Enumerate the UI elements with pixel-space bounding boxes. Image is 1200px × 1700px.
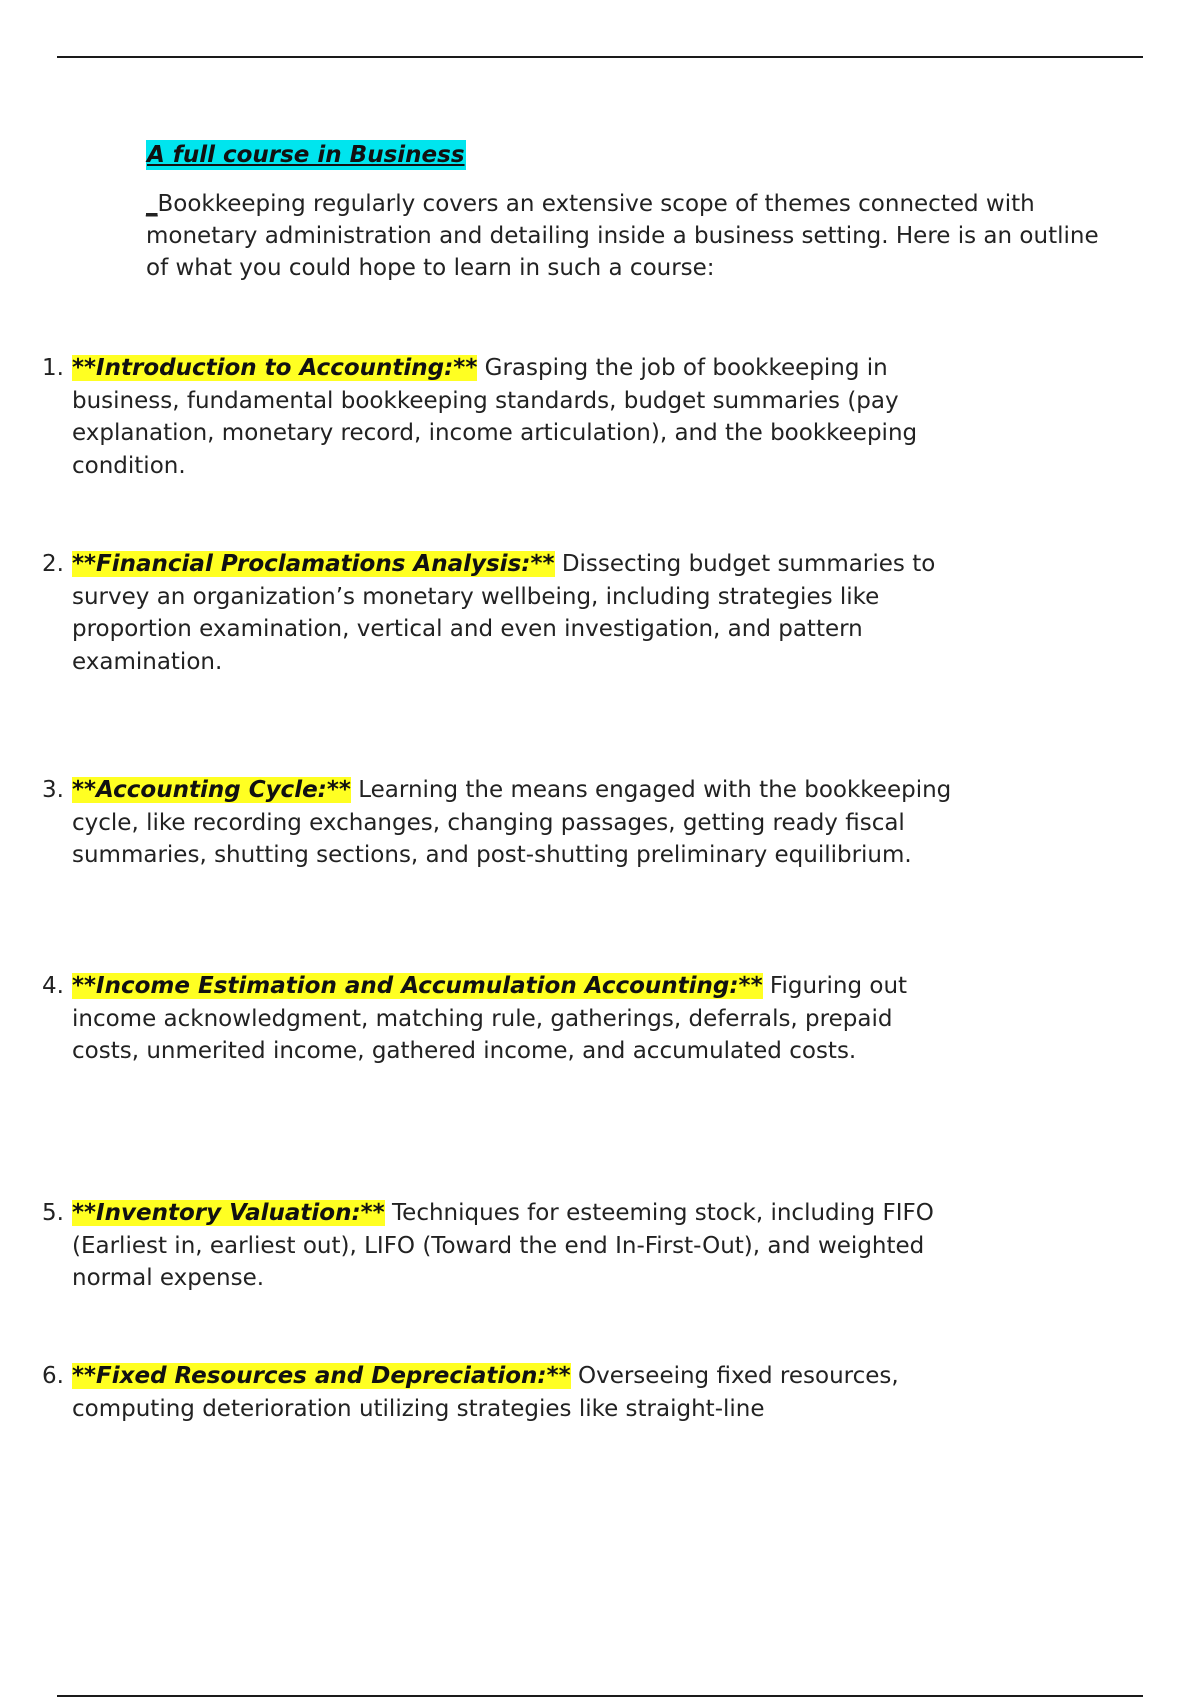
- list-item-number: 5.: [42, 1200, 64, 1226]
- list-item: [42, 774, 964, 872]
- list-item: [42, 548, 964, 678]
- list-item-number: 3.: [42, 777, 64, 803]
- list-item-text: Learning the means engaged with the bookkeeping cycle, like recording exchanges, changing passages, getting ready fiscal summaries, shutting sections, and post-shutting preliminary equilibrium.: [72, 777, 952, 868]
- list-item-number: 6.: [42, 1363, 64, 1389]
- list-item-text: Grasping the job of bookkeeping in business, fundamental bookkeeping standards, budget summaries (pay explanation, monetary record, income articulation), and the bookkeeping condition.: [72, 355, 918, 479]
- document-body: [146, 140, 1101, 284]
- list-item-number: 4.: [42, 973, 64, 999]
- list-item-heading: **Income Estimation and Accumulation Accounting:**: [72, 973, 763, 999]
- list-item: [42, 1360, 964, 1425]
- list-item: [42, 970, 964, 1068]
- document-title: A full course in Business: [147, 142, 465, 168]
- footer-rule: [57, 1695, 1143, 1697]
- list-item-heading: **Inventory Valuation:**: [72, 1200, 385, 1226]
- intro-paragraph: [146, 188, 1101, 284]
- list-item-number: 2.: [42, 551, 64, 577]
- list-item-text: Techniques for esteeming stock, including FIFO (Earliest in, earliest out), LIFO (Toward the end In-First-Out), and weighted normal expense.: [72, 1200, 934, 1291]
- list-item-text: Overseeing fixed resources, computing deterioration utilizing strategies like straight-line: [72, 1363, 899, 1422]
- list-item-number: 1.: [42, 355, 64, 381]
- intro-text: Bookkeeping regularly covers an extensive scope of themes connected with monetary administration and detailing inside a business setting. Here is an outline of what you could hope to learn in such a course:: [146, 191, 1099, 281]
- intro-underscore-mark: _: [146, 191, 158, 217]
- list-item: [42, 352, 964, 482]
- list-item: [42, 1197, 964, 1295]
- header-rule: [57, 56, 1143, 58]
- list-item-heading: **Financial Proclamations Analysis:**: [72, 551, 555, 577]
- list-item-heading: **Introduction to Accounting:**: [72, 355, 478, 381]
- list-item-heading: **Fixed Resources and Depreciation:**: [72, 1363, 571, 1389]
- list-item-heading: **Accounting Cycle:**: [72, 777, 351, 803]
- list-item-text: Dissecting budget summaries to survey an organization’s monetary wellbeing, including strategies like proportion examination, vertical and even investigation, and pattern examination.: [72, 551, 936, 675]
- list-item-text: Figuring out income acknowledgment, matching rule, gatherings, deferrals, prepaid costs, unmerited income, gathered income, and accumulated costs.: [72, 973, 908, 1064]
